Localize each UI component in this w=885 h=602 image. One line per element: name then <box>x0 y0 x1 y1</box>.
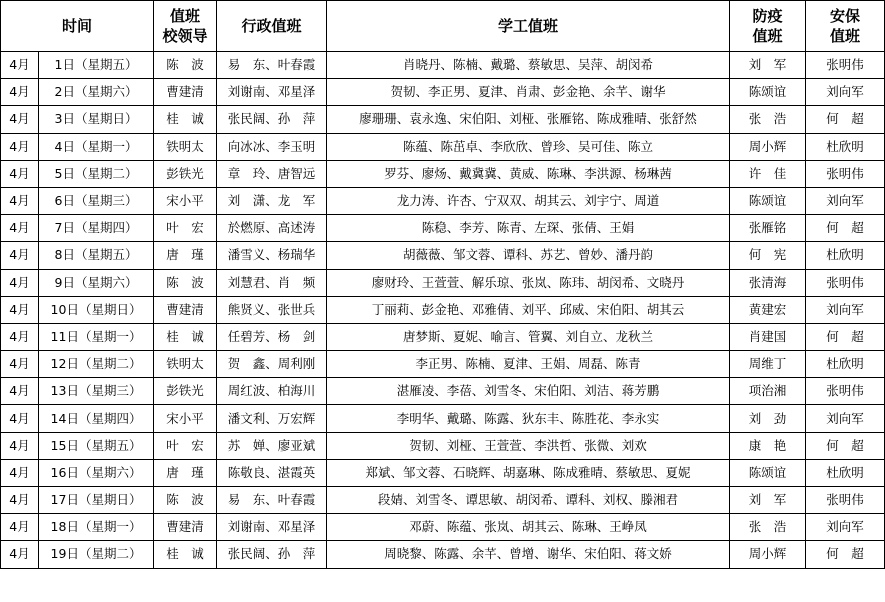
cell-leader: 陈 波 <box>154 487 217 514</box>
cell-admin: 刘谢南、邓星泽 <box>217 79 327 106</box>
cell-security: 杜欣明 <box>806 242 885 269</box>
cell-month: 4月 <box>1 432 39 459</box>
cell-epidemic: 张雁铭 <box>730 215 806 242</box>
table-row <box>1 242 885 269</box>
cell-leader: 桂 诚 <box>154 106 217 133</box>
cell-admin: 章 玲、唐智远 <box>217 160 327 187</box>
cell-leader: 桂 诚 <box>154 541 217 568</box>
cell-leader: 桂 诚 <box>154 323 217 350</box>
cell-month: 4月 <box>1 106 39 133</box>
header-row <box>1 1 885 52</box>
table-row <box>1 52 885 79</box>
cell-security: 何 超 <box>806 432 885 459</box>
cell-month: 4月 <box>1 215 39 242</box>
table-row <box>1 541 885 568</box>
header-epidemic-line2: 值班 <box>752 27 783 45</box>
header-security-line1: 安保 <box>830 7 861 25</box>
header-admin: 行政值班 <box>217 1 327 52</box>
cell-day: 16日（星期六） <box>39 459 154 486</box>
cell-epidemic: 黄建宏 <box>730 296 806 323</box>
cell-month: 4月 <box>1 487 39 514</box>
cell-security: 刘向军 <box>806 514 885 541</box>
cell-day: 15日（星期五） <box>39 432 154 459</box>
cell-security: 刘向军 <box>806 79 885 106</box>
cell-student: 唐梦斯、夏妮、喻言、管翼、刘自立、龙秋兰 <box>327 323 730 350</box>
cell-leader: 唐 瑾 <box>154 242 217 269</box>
cell-security: 杜欣明 <box>806 351 885 378</box>
table-row <box>1 160 885 187</box>
table-row <box>1 351 885 378</box>
cell-security: 杜欣明 <box>806 133 885 160</box>
cell-student: 邓蔚、陈蕴、张岚、胡其云、陈琳、王峥凤 <box>327 514 730 541</box>
cell-day: 10日（星期日） <box>39 296 154 323</box>
cell-admin: 潘文利、万宏辉 <box>217 405 327 432</box>
cell-leader: 宋小平 <box>154 405 217 432</box>
cell-student: 贺韧、刘桠、王萱萱、李洪哲、张微、刘欢 <box>327 432 730 459</box>
cell-security: 张明伟 <box>806 378 885 405</box>
cell-epidemic: 张 浩 <box>730 106 806 133</box>
cell-admin: 苏 婵、廖亚斌 <box>217 432 327 459</box>
cell-student: 李正男、陈楠、夏津、王娟、周磊、陈青 <box>327 351 730 378</box>
cell-student: 周晓黎、陈露、余芊、曾增、谢华、宋伯阳、蒋文娇 <box>327 541 730 568</box>
cell-student: 湛雁凌、李蓓、刘雪冬、宋伯阳、刘洁、蒋芳鹏 <box>327 378 730 405</box>
cell-admin: 刘 潇、龙 军 <box>217 187 327 214</box>
cell-epidemic: 陈颂谊 <box>730 187 806 214</box>
cell-admin: 刘谢南、邓星泽 <box>217 514 327 541</box>
cell-epidemic: 项治湘 <box>730 378 806 405</box>
table-row <box>1 323 885 350</box>
cell-month: 4月 <box>1 541 39 568</box>
cell-student: 胡薇薇、邹文蓉、谭科、苏艺、曾妙、潘丹韵 <box>327 242 730 269</box>
cell-security: 何 超 <box>806 215 885 242</box>
table-row <box>1 514 885 541</box>
table-row <box>1 378 885 405</box>
cell-epidemic: 刘 军 <box>730 487 806 514</box>
header-epidemic <box>730 1 806 52</box>
cell-month: 4月 <box>1 378 39 405</box>
cell-admin: 易 东、叶春霞 <box>217 52 327 79</box>
cell-leader: 宋小平 <box>154 187 217 214</box>
header-time: 时间 <box>1 1 154 52</box>
cell-admin: 潘雪义、杨瑞华 <box>217 242 327 269</box>
cell-security: 何 超 <box>806 323 885 350</box>
cell-day: 3日（星期日） <box>39 106 154 133</box>
cell-month: 4月 <box>1 52 39 79</box>
header-security <box>806 1 885 52</box>
cell-epidemic: 张清海 <box>730 269 806 296</box>
table-row <box>1 215 885 242</box>
cell-student: 肖晓丹、陈楠、戴璐、蔡敏思、吴萍、胡闵希 <box>327 52 730 79</box>
table-row <box>1 405 885 432</box>
cell-day: 4日（星期一） <box>39 133 154 160</box>
cell-day: 14日（星期四） <box>39 405 154 432</box>
header-student: 学工值班 <box>327 1 730 52</box>
table-row <box>1 187 885 214</box>
cell-month: 4月 <box>1 187 39 214</box>
cell-day: 7日（星期四） <box>39 215 154 242</box>
cell-epidemic: 周小辉 <box>730 133 806 160</box>
cell-month: 4月 <box>1 269 39 296</box>
cell-admin: 贺 鑫、周利刚 <box>217 351 327 378</box>
cell-epidemic: 许 佳 <box>730 160 806 187</box>
cell-epidemic: 肖建国 <box>730 323 806 350</box>
cell-leader: 铁明太 <box>154 351 217 378</box>
cell-month: 4月 <box>1 514 39 541</box>
table-row <box>1 79 885 106</box>
cell-epidemic: 康 艳 <box>730 432 806 459</box>
cell-admin: 陈敬良、湛霞英 <box>217 459 327 486</box>
cell-epidemic: 张 浩 <box>730 514 806 541</box>
cell-admin: 张民阔、孙 萍 <box>217 106 327 133</box>
table-row <box>1 459 885 486</box>
cell-student: 段婧、刘雪冬、谭思敏、胡闵希、谭科、刘权、滕湘君 <box>327 487 730 514</box>
cell-security: 张明伟 <box>806 487 885 514</box>
cell-epidemic: 周小辉 <box>730 541 806 568</box>
cell-admin: 刘慧君、肖 频 <box>217 269 327 296</box>
cell-leader: 陈 波 <box>154 269 217 296</box>
header-epidemic-line1: 防疫 <box>752 7 783 25</box>
cell-epidemic: 刘 军 <box>730 52 806 79</box>
cell-security: 何 超 <box>806 541 885 568</box>
cell-epidemic: 何 宪 <box>730 242 806 269</box>
cell-security: 刘向军 <box>806 405 885 432</box>
roster-body <box>1 52 885 569</box>
cell-day: 9日（星期六） <box>39 269 154 296</box>
cell-month: 4月 <box>1 405 39 432</box>
header-security-line2: 值班 <box>830 27 861 45</box>
cell-leader: 曹建清 <box>154 296 217 323</box>
cell-day: 18日（星期一） <box>39 514 154 541</box>
cell-month: 4月 <box>1 459 39 486</box>
cell-student: 郑斌、邹文蓉、石晓辉、胡嘉琳、陈成雅晴、蔡敏思、夏妮 <box>327 459 730 486</box>
cell-admin: 熊贤义、张世兵 <box>217 296 327 323</box>
cell-leader: 彭铁光 <box>154 160 217 187</box>
cell-day: 1日（星期五） <box>39 52 154 79</box>
cell-security: 张明伟 <box>806 52 885 79</box>
cell-month: 4月 <box>1 323 39 350</box>
cell-admin: 易 东、叶春霞 <box>217 487 327 514</box>
cell-security: 张明伟 <box>806 160 885 187</box>
cell-epidemic: 陈颂谊 <box>730 79 806 106</box>
table-row <box>1 106 885 133</box>
cell-security: 张明伟 <box>806 269 885 296</box>
cell-student: 廖财玲、王萱萱、解乐琼、张岚、陈玮、胡闵希、文晓丹 <box>327 269 730 296</box>
table-row <box>1 296 885 323</box>
cell-day: 11日（星期一） <box>39 323 154 350</box>
cell-security: 杜欣明 <box>806 459 885 486</box>
header-leader-line1: 值班 <box>170 7 201 25</box>
table-row <box>1 487 885 514</box>
cell-security: 何 超 <box>806 106 885 133</box>
cell-security: 刘向军 <box>806 296 885 323</box>
cell-leader: 叶 宏 <box>154 215 217 242</box>
cell-epidemic: 陈颂谊 <box>730 459 806 486</box>
cell-leader: 铁明太 <box>154 133 217 160</box>
cell-month: 4月 <box>1 351 39 378</box>
cell-student: 廖珊珊、袁永逸、宋伯阳、刘桠、张雁铭、陈成雅晴、张舒然 <box>327 106 730 133</box>
cell-leader: 唐 瑾 <box>154 459 217 486</box>
cell-month: 4月 <box>1 296 39 323</box>
cell-student: 陈蕴、陈茁卓、李欣欣、曾珍、吴可佳、陈立 <box>327 133 730 160</box>
cell-leader: 叶 宏 <box>154 432 217 459</box>
cell-day: 13日（星期三） <box>39 378 154 405</box>
header-leader-line2: 校领导 <box>162 27 208 45</box>
header-leader <box>154 1 217 52</box>
cell-admin: 向冰冰、李玉明 <box>217 133 327 160</box>
cell-day: 5日（星期二） <box>39 160 154 187</box>
cell-student: 罗芬、廖炀、戴冀冀、黄威、陈琳、李洪源、杨琳茜 <box>327 160 730 187</box>
cell-leader: 彭铁光 <box>154 378 217 405</box>
cell-month: 4月 <box>1 79 39 106</box>
table-row <box>1 269 885 296</box>
cell-student: 龙力涛、许杏、宁双双、胡其云、刘宇宁、周道 <box>327 187 730 214</box>
cell-leader: 陈 波 <box>154 52 217 79</box>
cell-day: 19日（星期二） <box>39 541 154 568</box>
cell-day: 6日（星期三） <box>39 187 154 214</box>
cell-student: 贺韧、李正男、夏津、肖肃、彭金艳、余芊、谢华 <box>327 79 730 106</box>
cell-leader: 曹建清 <box>154 514 217 541</box>
table-row <box>1 432 885 459</box>
cell-leader: 曹建清 <box>154 79 217 106</box>
cell-student: 陈稳、李芳、陈青、左琛、张倩、王娟 <box>327 215 730 242</box>
cell-student: 李明华、戴璐、陈露、狄东丰、陈胜花、李永实 <box>327 405 730 432</box>
cell-day: 8日（星期五） <box>39 242 154 269</box>
cell-admin: 周红波、柏海川 <box>217 378 327 405</box>
cell-day: 2日（星期六） <box>39 79 154 106</box>
cell-student: 丁丽莉、彭金艳、邓雅倩、刘平、邱威、宋伯阳、胡其云 <box>327 296 730 323</box>
cell-epidemic: 周维丁 <box>730 351 806 378</box>
cell-admin: 张民阔、孙 萍 <box>217 541 327 568</box>
cell-month: 4月 <box>1 160 39 187</box>
cell-day: 12日（星期二） <box>39 351 154 378</box>
cell-month: 4月 <box>1 133 39 160</box>
cell-day: 17日（星期日） <box>39 487 154 514</box>
cell-month: 4月 <box>1 242 39 269</box>
cell-admin: 任碧芳、杨 剑 <box>217 323 327 350</box>
cell-security: 刘向军 <box>806 187 885 214</box>
table-row <box>1 133 885 160</box>
cell-epidemic: 刘 劲 <box>730 405 806 432</box>
cell-admin: 於燃原、高述涛 <box>217 215 327 242</box>
